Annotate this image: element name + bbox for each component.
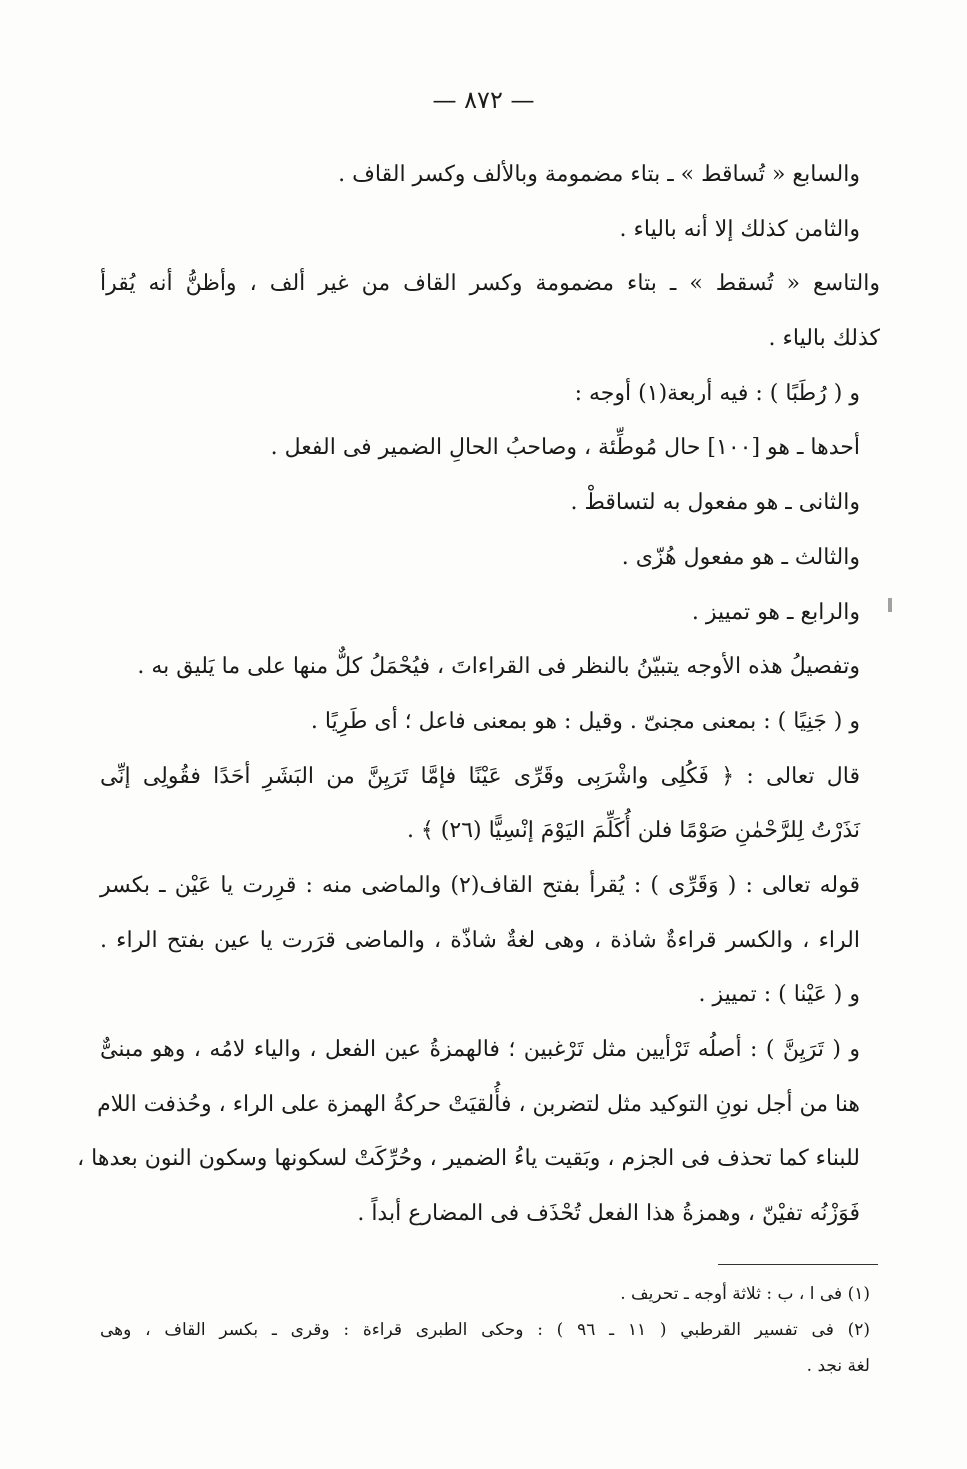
page-number: — ٨٧٢ — (432, 86, 535, 114)
text-line: هنا من أجل نونِ التوكيد مثل لتضربن ، فأُلقيَتْ حركةُ الهمزة على الراء ، وحُذفت اللام (97, 1091, 860, 1117)
footnote: (١) فى ا ، ب : ثلاثة أوجه ـ تحريف . (620, 1284, 870, 1304)
footnote: لغة نجد . (806, 1356, 870, 1376)
text-line: والسابع « تُساقط » ـ بتاء مضمومة وبالألف وكسر القاف . (338, 162, 860, 187)
text-line: فَوَزْنُه تفيْنّ ، وهمزةُ هذا الفعل تُحْذَف فى المضارع أبداً . (357, 1201, 860, 1227)
text-line: الراء ، والكسر قراءةٌ شاذة ، وهى لغةٌ شاذّة ، والماضى قرَرت يا عين بفتح الراء . (100, 927, 860, 953)
quran-verse-line: نَذَرْتُ لِلرَّحْمٰنِ صَوْمًا فلن أُكَلِّمَ اليَوْمَ إنْسِيًّا (٢٦) ﴾ . (406, 818, 860, 844)
text-line: وتفصيلُ هذه الأوجه يتبيّنُ بالنظر فى القراءاتَ ، فيُحْمَلُ كلٌّ منها على ما يَليق به . (137, 654, 860, 680)
footnote: (٢) فى تفسير القرطبي ( ١١ ـ ٩٦ ) : وحكى الطبرى قراءة : وقرى ـ بكسر القاف ، وهى (100, 1320, 871, 1340)
text-line: والرابع ـ هو تمييز . (691, 599, 860, 625)
print-speck (888, 598, 892, 612)
text-line: والثالث ـ هو مفعول هُزّى . (621, 544, 860, 570)
footnotes (100, 1276, 870, 1384)
text-line: والتاسع « تُسقط » ـ بتاء مضمومة وكسر القاف من غير ألف ، وأظنُّ أنه يُقرأ (100, 271, 880, 297)
text-line: و ( رُطَبًا ) : فيه أربعة(١) أوجه : (574, 380, 860, 406)
main-text (77, 148, 880, 1242)
text-line: والثامن كذلك إلا أنه بالياء . (619, 216, 860, 242)
text-line: و ( جَنِيًا ) : بمعنى مجنىّ . وقيل : هو بمعنى فاعل ؛ أى طَرِيًا . (310, 708, 860, 734)
text-line: أحدها ـ هو [١٠٠] حال مُوطِّئة ، وصاحبُ الحالِ الضمير فى الفعل . (270, 435, 860, 461)
text-line: قوله تعالى : ( وَقَرِّى ) : يُقرأ بفتح القاف(٢) والماضى منه : قرِرت يا عَيْن ـ بكسر (100, 872, 860, 898)
text-line: و ( عَيْنا ) : تمييز . (698, 982, 860, 1008)
quran-verse-line: قال تعالى : ﴿ فَكُلِى واشْرَبِى وقَرِّى عَيْنًا فإمَّا تَرَيِنَّ من البَشَرِ أحَدًا فقُولِى إنِّى (100, 763, 860, 789)
text-line: كذلك بالياء . (768, 326, 880, 352)
footnote-rule (718, 1264, 878, 1265)
text-line: و ( تَرَيِنَّ ) : أصلُه تَرْأيين مثل تَرْغبين ؛ فالهمزةُ عين الفعل ، والياء لامُه ، وهو مبنىٌّ (100, 1037, 860, 1062)
text-line: والثانى ـ هو مفعول به لتساقطْ . (570, 490, 860, 516)
text-line: للبناء كما تحذف فى الجزم ، وبَقيت ياءُ الضمير ، وحُرِّكَتْ لسكونها وسكون النون بعدها ، (77, 1146, 860, 1172)
